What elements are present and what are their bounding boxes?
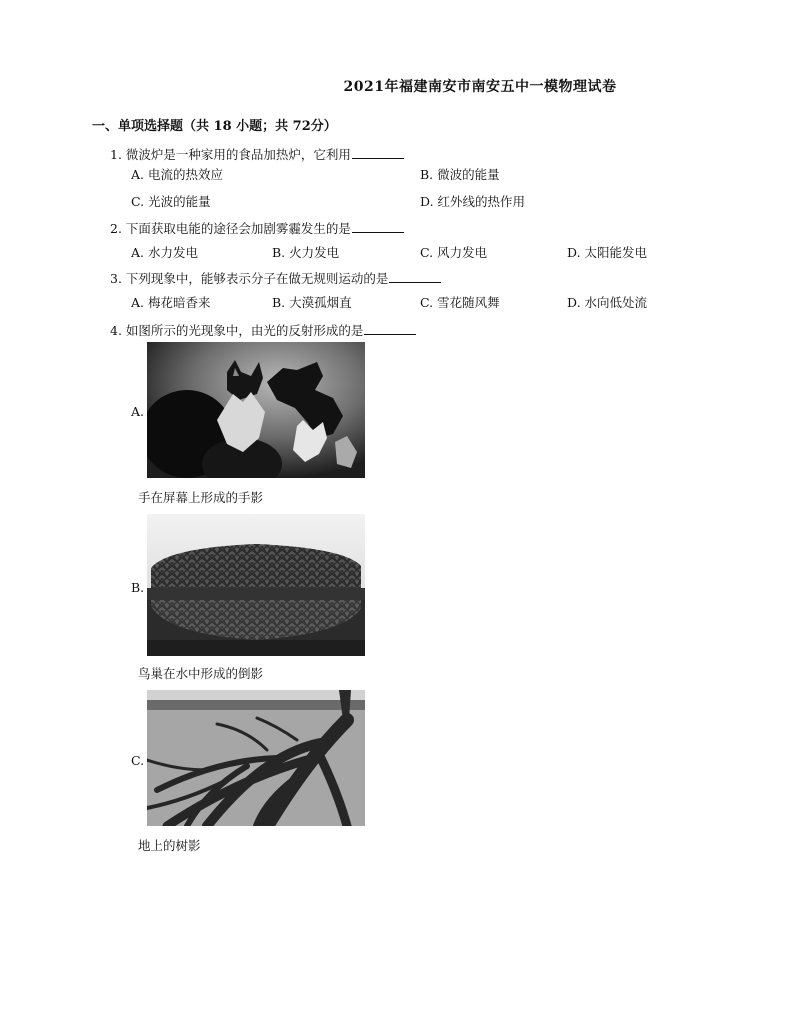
answer-blank — [352, 220, 404, 233]
option-1a: A. 电流的热效应 — [131, 167, 223, 182]
hand-shadow-photo — [147, 342, 365, 478]
page-title: 2021年福建南安市南安五中一模物理试卷 — [343, 79, 617, 95]
option-2c: C. 风力发电 — [420, 245, 488, 260]
tree-shadow-photo — [147, 690, 365, 826]
question-stem: 4. 如图所示的光现象中，由光的反射形成的是 — [110, 323, 364, 338]
question-3 — [110, 269, 441, 287]
option-2d: D. 太阳能发电 — [567, 245, 648, 260]
option-4b-label: B. — [131, 580, 145, 595]
section-heading: 一、单项选择题（共 18 小题；共 72分） — [92, 119, 337, 134]
option-2a: A. 水力发电 — [131, 245, 198, 260]
answer-blank — [389, 270, 441, 283]
option-4c-label: C. — [131, 753, 145, 768]
option-2b: B. 火力发电 — [272, 245, 340, 260]
option-4c-caption: 地上的树影 — [138, 838, 201, 853]
option-4a-caption: 手在屏幕上形成的手影 — [138, 490, 264, 505]
question-stem: 3. 下列现象中，能够表示分子在做无规则运动的是 — [110, 271, 389, 286]
question-stem: 1. 微波炉是一种家用的食品加热炉，它利用 — [110, 147, 351, 162]
option-3c: C. 雪花随风舞 — [420, 295, 500, 310]
answer-blank — [352, 146, 404, 159]
option-3b: B. 大漠孤烟直 — [272, 295, 352, 310]
answer-blank — [364, 322, 416, 335]
question-stem: 2. 下面获取电能的途径会加剧雾霾发生的是 — [110, 221, 351, 236]
question-2 — [110, 219, 404, 237]
question-1 — [110, 145, 404, 163]
option-4b-caption: 鸟巢在水中形成的倒影 — [138, 666, 264, 681]
question-4 — [110, 321, 416, 339]
option-3d: D. 水向低处流 — [567, 295, 648, 310]
option-1d: D. 红外线的热作用 — [420, 194, 526, 209]
birds-nest-reflection-photo — [147, 514, 365, 656]
option-3a: A. 梅花暗香来 — [131, 295, 211, 310]
option-1b: B. 微波的能量 — [420, 167, 500, 182]
option-4a-label: A. — [131, 404, 145, 419]
option-1c: C. 光波的能量 — [131, 194, 211, 209]
